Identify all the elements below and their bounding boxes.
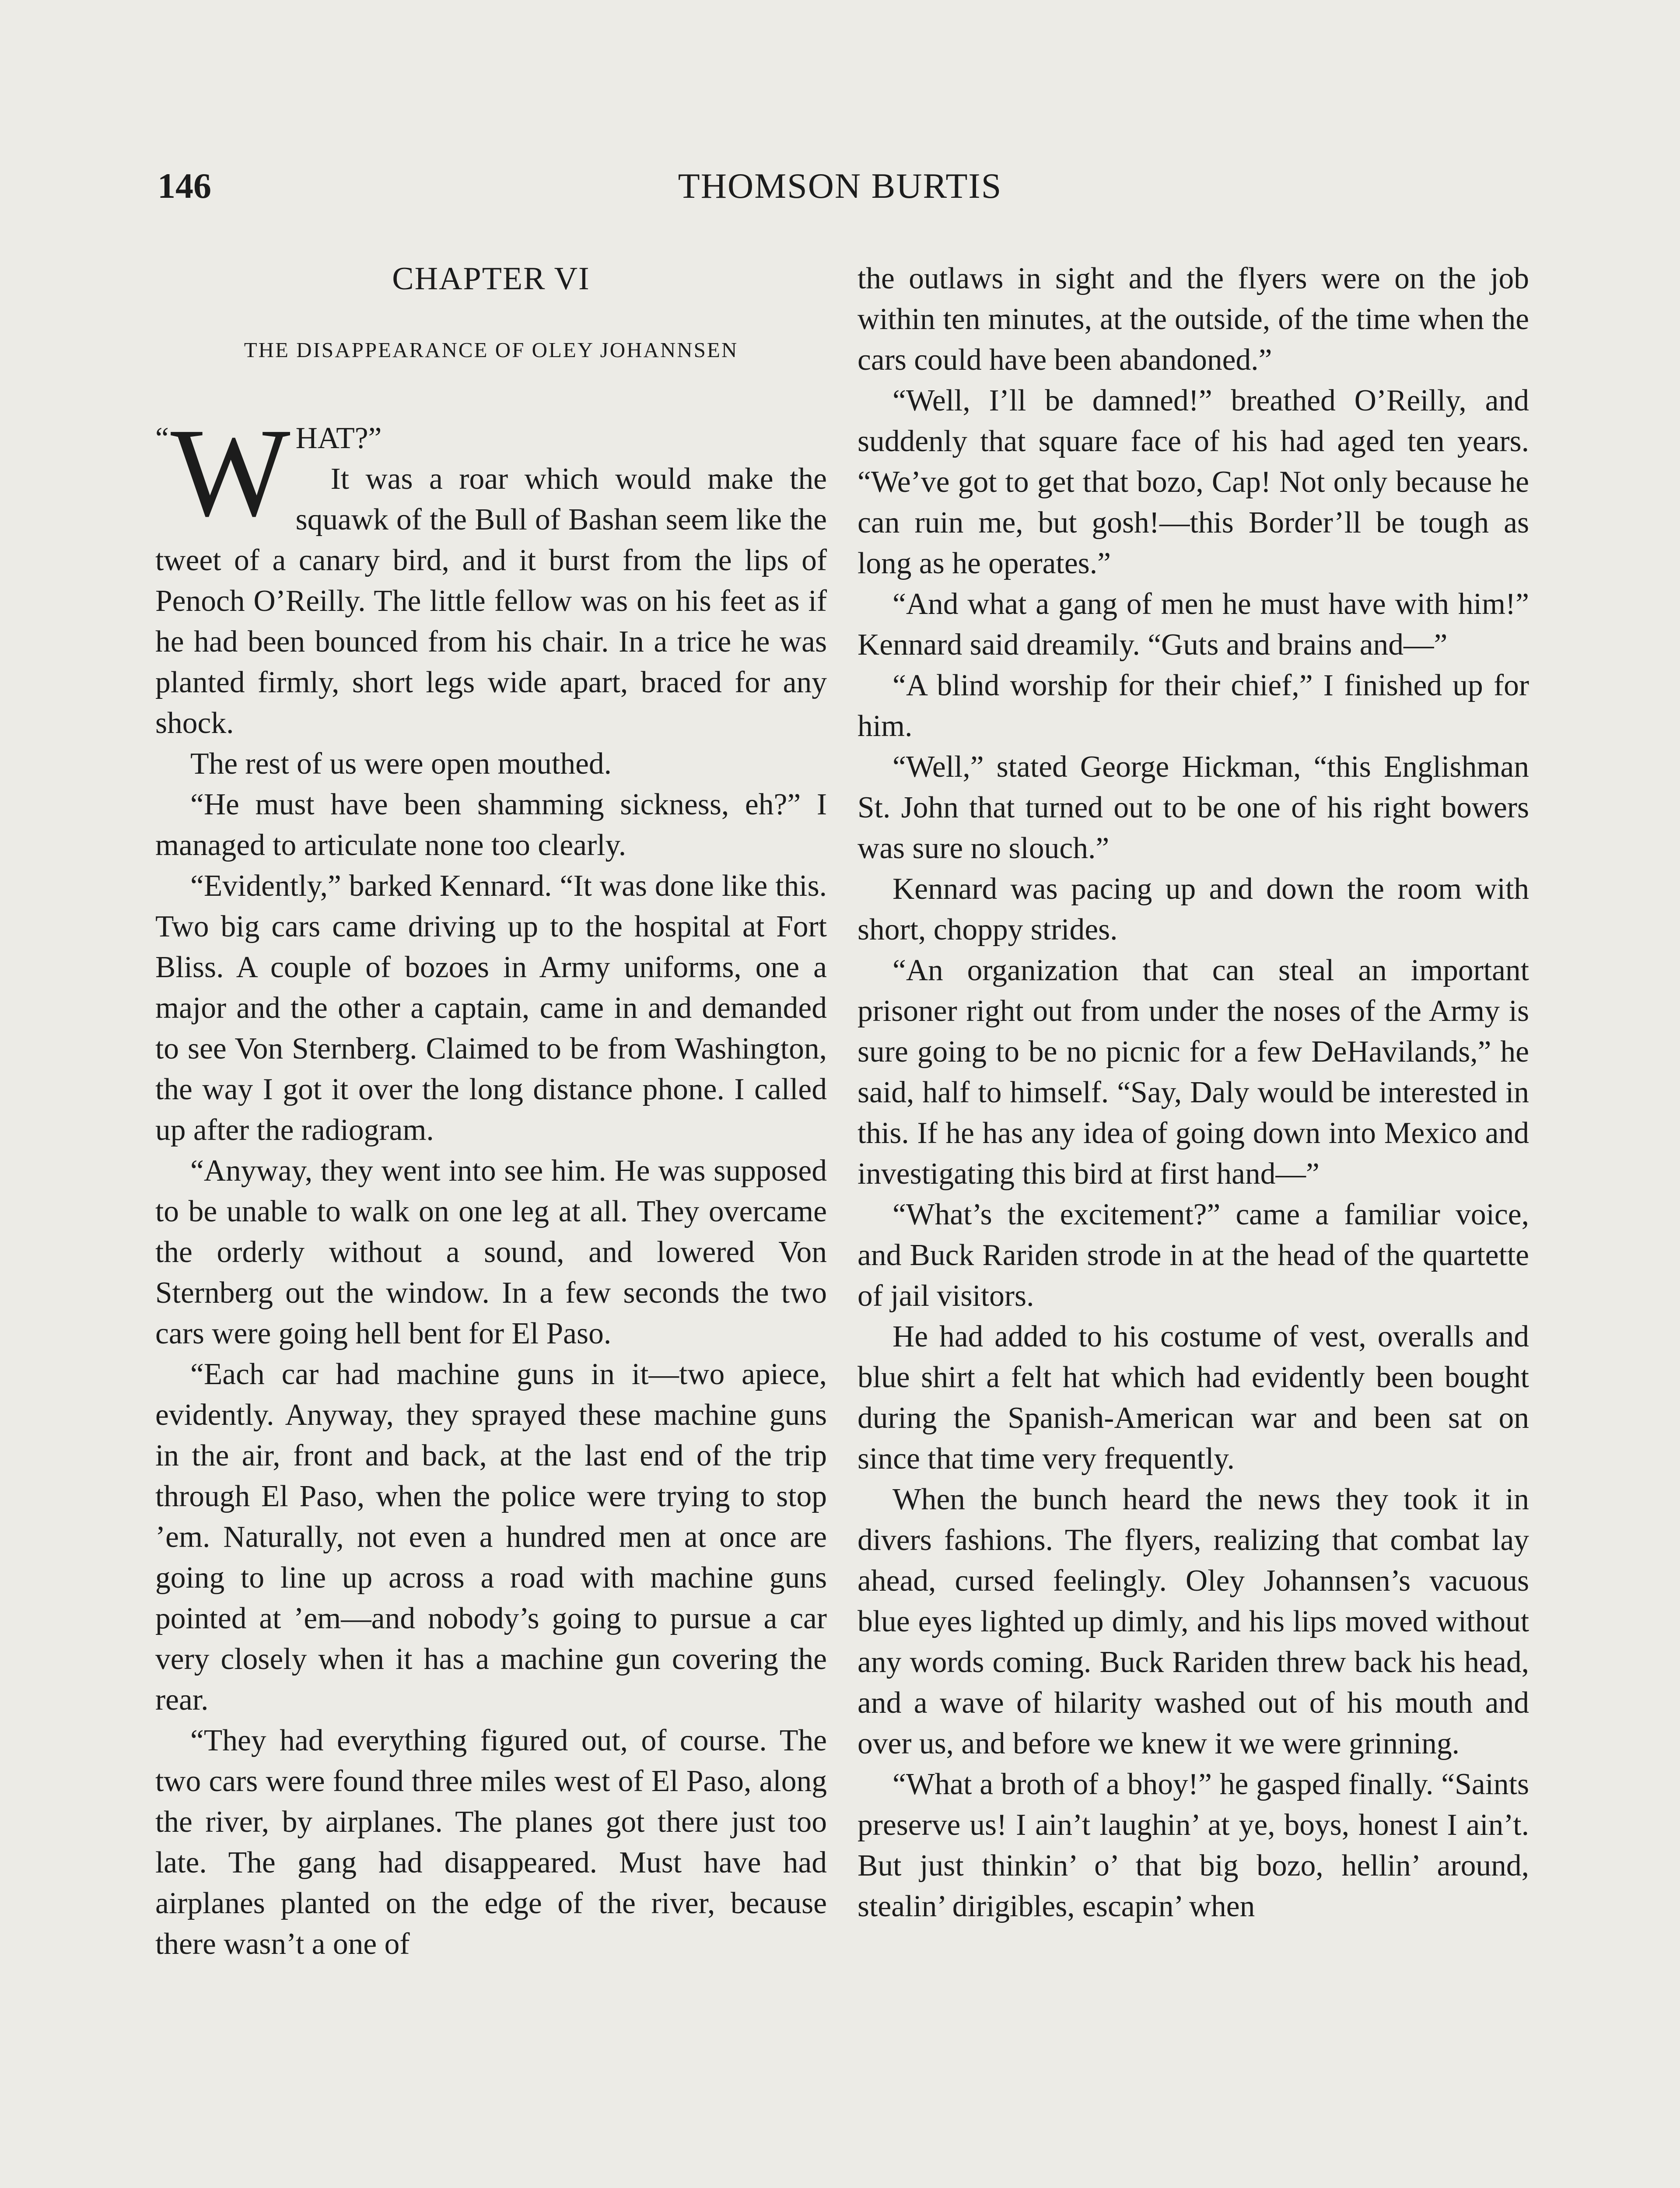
chapter-title: CHAPTER VI	[392, 261, 590, 297]
paragraph: “Well,” stated George Hickman, “this Englishman St. John that turned out to be one of his right bowers was sure no slouch.”	[858, 750, 1529, 865]
paragraph: “Each car had machine guns in it—two apiece, evidently. Anyway, they sprayed these machine guns in the air, front and back, at the last end of the trip through El Paso, when the police were trying to stop ’em. Naturally, not even a hundred men at once are going to line up across a road with machine guns pointed at ’em—and nobody’s going to pursue a car very closely when it has a machine gun covering the rear.	[155, 1357, 827, 1717]
paragraph: The rest of us were open mouthed.	[190, 747, 612, 781]
chapter-subtitle: THE DISAPPEARANCE OF OLEY JOHANNSEN	[244, 338, 738, 362]
paragraph: “They had everything figured out, of course. The two cars were found three miles west of El Paso, along the river, by airplanes. The planes got there just too late. The gang had disappeared. Must have had airplanes planted on the edge of the river, because there wasn’t a one of	[155, 1724, 827, 1961]
paragraph: “Anyway, they went into see him. He was supposed to be unable to walk on one leg at all. They overcame the orderly without a sound, and lowered Von Sternberg out the window. In a few seconds the two cars were going hell bent for El Paso.	[155, 1154, 827, 1350]
opening-paragraph	[155, 402, 827, 743]
opening-quote: “	[155, 421, 169, 455]
page-number: 146	[158, 166, 211, 206]
paragraph: When the bunch heard the news they took it in divers fashions. The flyers, realizing that combat lay ahead, cursed feelingly. Oley Johannsen’s vacuous blue eyes lighted up dimly, and his lips moved without any words coming. Buck Rariden threw back his head, and a wave of hilarity washed out of his mouth and over us, and before we knew it we were grinning.	[858, 1483, 1529, 1760]
paragraph: Kennard was pacing up and down the room with short, choppy strides.	[858, 872, 1529, 947]
first-line: HAT?”	[295, 421, 382, 455]
paragraph: “He must have been shamming sickness, eh?” I managed to articulate none too clearly.	[155, 788, 827, 862]
paragraph-continued: the outlaws in sight and the flyers were on the job within ten minutes, at the outside, of the time when the cars could have been abandoned.”	[858, 262, 1529, 377]
paragraph: “What’s the excitement?” came a familiar voice, and Buck Rariden strode in at the head of the quartette of jail visitors.	[858, 1198, 1529, 1313]
paragraph: “What a broth of a bhoy!” he gasped finally. “Saints preserve us! I ain’t laughin’ at ye, boys, honest I ain’t. But just thinkin’ o’ that big bozo, hellin’ around, stealin’ dirigibles, escapin’ when	[858, 1767, 1529, 1923]
paragraph: “A blind worship for their chief,” I finished up for him.	[858, 669, 1529, 743]
paragraph: “And what a gang of men he must have with him!” Kennard said dreamily. “Guts and brains and—”	[858, 587, 1529, 662]
running-head: THOMSON BURTIS	[678, 166, 1002, 206]
paragraph: It was a roar which would make the squawk of the Bull of Bashan seem like the tweet of a canary bird, and it burst from the lips of Penoch O’Reilly. The little fellow was on his feet as if he had been bounced from his chair. In a trice he was planted firmly, short legs wide apart, braced for any shock.	[155, 462, 827, 740]
paragraph: He had added to his costume of vest, overalls and blue shirt a felt hat which had evidently been bought during the Spanish-American war and been sat on since that time very frequently.	[858, 1320, 1529, 1476]
paragraph: “An organization that can steal an important prisoner right out from under the noses of the Army is sure going to be no picnic for a few DeHavilands,” he said, half to himself. “Say, Daly would be interested in this. If he has any idea of going down into Mexico and investigating this bird at first hand—”	[858, 954, 1529, 1191]
page-header	[158, 165, 1522, 214]
paragraph: “Well, I’ll be damned!” breathed O’Reilly, and suddenly that square face of his had aged ten years. “We’ve got to get that bozo, Cap! Not only because he can ruin me, but gosh!—this Border’ll be tough as long as he operates.”	[858, 384, 1529, 580]
drop-cap: W	[170, 402, 290, 543]
paragraph: “Evidently,” barked Kennard. “It was done like this. Two big cars came driving up to the hospital at Fort Bliss. A couple of bozoes in Army uniforms, one a major and the other a captain, came in and demanded to see Von Sternberg. Claimed to be from Washington, the way I got it over the long distance phone. I called up after the radiogram.	[155, 869, 827, 1147]
right-column	[858, 258, 1529, 1927]
left-column	[155, 258, 827, 1964]
